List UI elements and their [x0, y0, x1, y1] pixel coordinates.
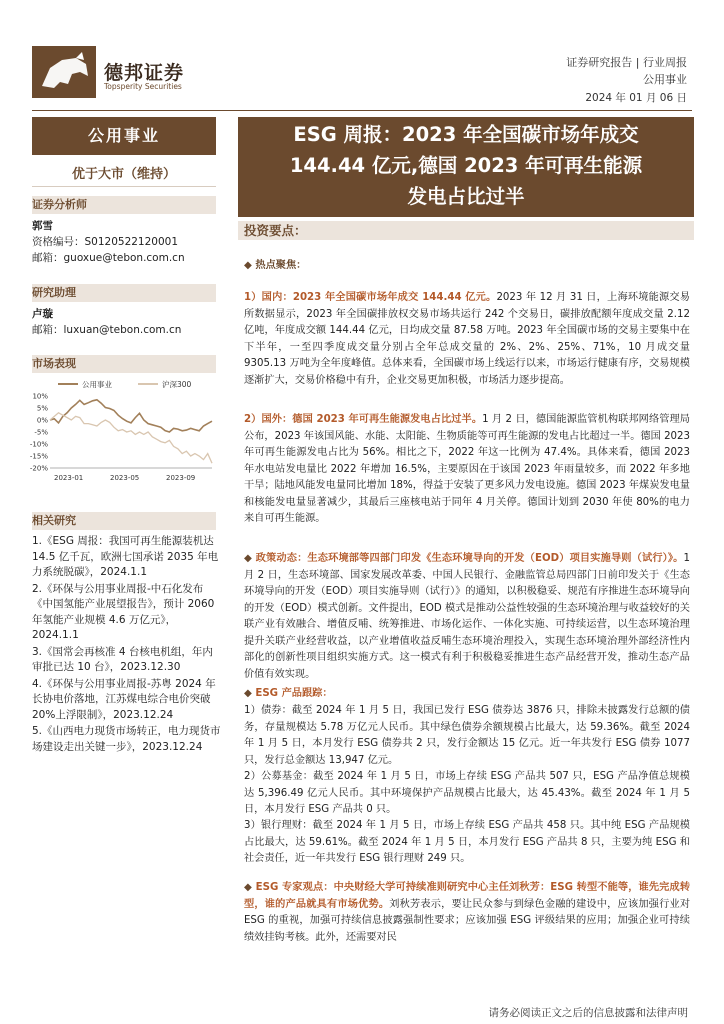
- title-line: 发电占比过半: [407, 185, 525, 208]
- hot-topics-heading: [244, 258, 690, 275]
- paragraph-text: 1 月 2 日，德国能源监管机构联邦网络管理局公布，2023 年该国风能、水能、太阳能、生物质能等可再生能源的发电占比超过一半。德国 2023 年可再生能源发电占比为 56%。相比之下，2022 年这一比例为 47.4%。具体来看，德国 2023 年水电站发电量比 2022 年增加 16.5%，主要原因在于该国 2023 年雨量较多，而 2022 年多地干旱；陆地风能发电量同比增加 18%，得益于安装了更多风力发电设施。德国 2023 年煤炭发电量和核能发电量显著减少，其最后三座核电站于同年 4 月关停。德国计划到 2030 年使 80%的电力来自可再生能源。: [244, 414, 690, 524]
- market-performance-chart: [28, 376, 220, 488]
- analyst-section-title: 证券分析师: [32, 196, 216, 214]
- x-tick-label: 2023-01: [54, 474, 84, 482]
- assistant-email[interactable]: 邮箱：luxuan@tebon.com.cn: [32, 324, 182, 336]
- x-tick-label: 2023-09: [166, 474, 196, 482]
- header-divider: [32, 110, 692, 111]
- rating-label: 优于大市（维持）: [71, 167, 176, 182]
- legend-label-hs300: 沪深300: [162, 380, 192, 389]
- y-tick-label: 10%: [32, 392, 48, 401]
- related-section-title: 相关研究: [32, 512, 216, 530]
- invest-highlights-label: 投资要点：: [238, 221, 694, 240]
- related-item[interactable]: 1.《ESG 周报：我国可再生能源装机达 14.5 亿千瓦，欧洲七国承诺 2035 年电力系统脱碳》，2024.1.1: [32, 535, 219, 578]
- report-type: 证券研究报告 | 行业周报: [566, 56, 687, 69]
- paragraph-text: 刘秋芳表示，要让民众参与到绿色金融的建设中，应该加强行业对 ESG 的重视，加强可持续信息披露强制性要求；应该加强 ESG 评级结果的应用；加强企业可持续绩效挂钩考核。此外，还需要对民: [244, 898, 691, 943]
- paragraph-heading: ESG 产品跟踪：: [255, 688, 333, 699]
- bullet-icon: ◆: [244, 688, 256, 699]
- report-sector: 公用事业: [643, 73, 687, 86]
- related-item[interactable]: 4.《环保与公用事业周报-苏粤 2024 年长协电价落地，江苏煤电综合电价突破 20%上浮限制》，2023.12.24: [32, 677, 216, 721]
- divider: [32, 186, 216, 187]
- paragraph-foreign: [244, 412, 690, 528]
- title-line: ESG 周报：2023 年全国碳市场年成交: [293, 123, 639, 146]
- paragraph-text: 1 月 2 日，生态环境部、国家发展改革委、中国人民银行、金融监管总局四部门日前印发关于《生态环境导向的开发（EOD）项目实施导则（试行）》的通知，以积极稳妥、规范有序推进生态环境导向的开发（EOD）模式创新。文件提出，EOD 模式是推动公益性较强的生态环境治理与收益较好的关联产业有效融合、增值反哺、统筹推进、市场化运作、一体化实施、可持续运营，以生态环境治理提升关联产业经营收益，以产业增值收益反哺生态环境治理投入，实现生态环境治理外部经济性内部化的创新性项目组织实施方式。这一模式有利于积极稳妥推进生态产品经营开发，推动生态产品价值有效实现。: [244, 553, 690, 680]
- paragraph-text: 2023 年 12 月 31 日，上海环境能源交易所数据显示，2023 年全国碳排放权交易市场共运行 242 个交易日，碳排放配额年度成交量 2.12 亿吨，年度成交额 144.44 亿元，日均成交量 87.58 万吨。2023 年全国碳市场的交易主要集中在下半年，一至四季度成交量分别占全年总成交量的 2%、2%、25%、71%，10 月成交量 9305.13 万吨为全年度峰值。总体来看，全国碳市场上线运行以来，市场运行健康有序，交易规模逐渐扩大，交易价格稳中有升，企业交易更加积极，市场活力逐步提高。: [244, 292, 690, 386]
- assistant-name: 卢璇: [32, 308, 53, 320]
- esg-bonds-paragraph: 1）债券：截至 2024 年 1 月 5 日，我国已发行 ESG 债券达 3876 只，排除未披露发行总额的债务，存量规模达 5.78 万亿元人民币。其中绿色债券余额规模占比最大，达 59.36%。截至 2024 年 1 月 5 日，本月发行 ESG 债券共 2 只，发行金额达 15 亿元。近一年共发行 ESG 债券 1077 只，发行总金额达 13,947 亿元。: [244, 705, 690, 766]
- analyst-name: 郭雪: [32, 220, 53, 232]
- paragraph-policy: [244, 551, 690, 683]
- bullet-icon: ◆: [244, 553, 256, 564]
- paragraph-expert: [244, 880, 690, 946]
- y-tick-label: 0%: [36, 416, 48, 425]
- y-tick-label: 5%: [36, 404, 48, 413]
- bullet-icon: ◆: [244, 260, 256, 271]
- related-item[interactable]: 2.《环保与公用事业周报-中石化发布《中国氢能产业展望报告》，预计 2060 年氢能产业规模 4.6 万亿元》，2024.1.1: [32, 582, 215, 641]
- paragraph-heading: ESG 专家观点：中央财经大学可持续准则研究中心主任刘秋芳：ESG 转型不能等，谁先完成转型，谁的产品就具有市场优势。: [244, 882, 691, 910]
- report-title: [238, 117, 694, 217]
- analyst-email[interactable]: 邮箱：guoxue@tebon.com.cn: [32, 252, 185, 264]
- related-item[interactable]: 3.《国常会再核准 4 台核电机组，年内审批已达 10 台》，2023.12.30: [32, 645, 213, 673]
- series-line-utilities: [50, 400, 212, 432]
- paragraph-domestic: [244, 290, 690, 389]
- related-item[interactable]: 5.《山西电力现货市场转正，电力现货市场建设走出关键一步》，2023.12.24: [32, 725, 221, 753]
- y-tick-label: -5%: [34, 428, 48, 437]
- title-line: 144.44 亿元,德国 2023 年可再生能源: [289, 154, 643, 177]
- company-name-cn: 德邦证券: [104, 62, 185, 84]
- sector-box: 公用事业: [32, 117, 216, 155]
- series-line-hs300: [50, 413, 212, 463]
- disclaimer-footer: 请务必阅读正文之后的信息披露和法律声明: [488, 1007, 688, 1019]
- bullet-icon: ◆: [244, 882, 256, 893]
- esg-products-heading: [244, 686, 690, 703]
- related-research-list: [32, 534, 222, 756]
- analyst-cert: 资格编号：S0120522120001: [32, 236, 179, 248]
- assistant-section-title: 研究助理: [32, 284, 216, 302]
- legend-label-utilities: 公用事业: [82, 380, 112, 389]
- paragraph-heading: 1）国内：2023 年全国碳市场年成交 144.44 亿元。: [244, 292, 497, 303]
- y-tick-label: -20%: [29, 464, 48, 473]
- hot-topics-label: 热点聚焦：: [255, 260, 307, 271]
- company-name-en: Topsperity Securities: [104, 82, 182, 91]
- company-logo-mark: [32, 46, 96, 98]
- esg-funds-paragraph: 2）公募基金：截至 2024 年 1 月 5 日，市场上存续 ESG 产品共 507 只，ESG 产品净值总规模达 5,396.49 亿元人民币。其中环境保护产品规模占比最大，达 45.43%。截至 2024 年 1 月 5 日，本月发行 ESG 产品共 0 只。: [244, 771, 690, 815]
- paragraph-heading: 政策动态：生态环境部等四部门印发《生态环境导向的开发（EOD）项目实施导则（试行）》。: [255, 553, 684, 564]
- market-section-title: 市场表现: [32, 355, 216, 373]
- y-tick-label: -10%: [29, 440, 48, 449]
- y-tick-label: -15%: [29, 452, 48, 461]
- logo-bull-icon: [32, 46, 96, 98]
- paragraph-heading: 2）国外：德国 2023 年可再生能源发电占比过半。: [244, 414, 483, 425]
- x-tick-label: 2023-05: [110, 474, 140, 482]
- report-date: 2024 年 01 月 06 日: [585, 92, 687, 104]
- esg-wealth-paragraph: 3）银行理财：截至 2024 年 1 月 5 日，市场上存续 ESG 产品共 458 只。其中纯 ESG 产品规模占比最大，达 59.61%。截至 2024 年 1 月 5 日，本月发行 ESG 产品共 8 只，主要为纯 ESG 和社会责任，近一年共发行 ESG 银行理财 249 只。: [244, 820, 690, 864]
